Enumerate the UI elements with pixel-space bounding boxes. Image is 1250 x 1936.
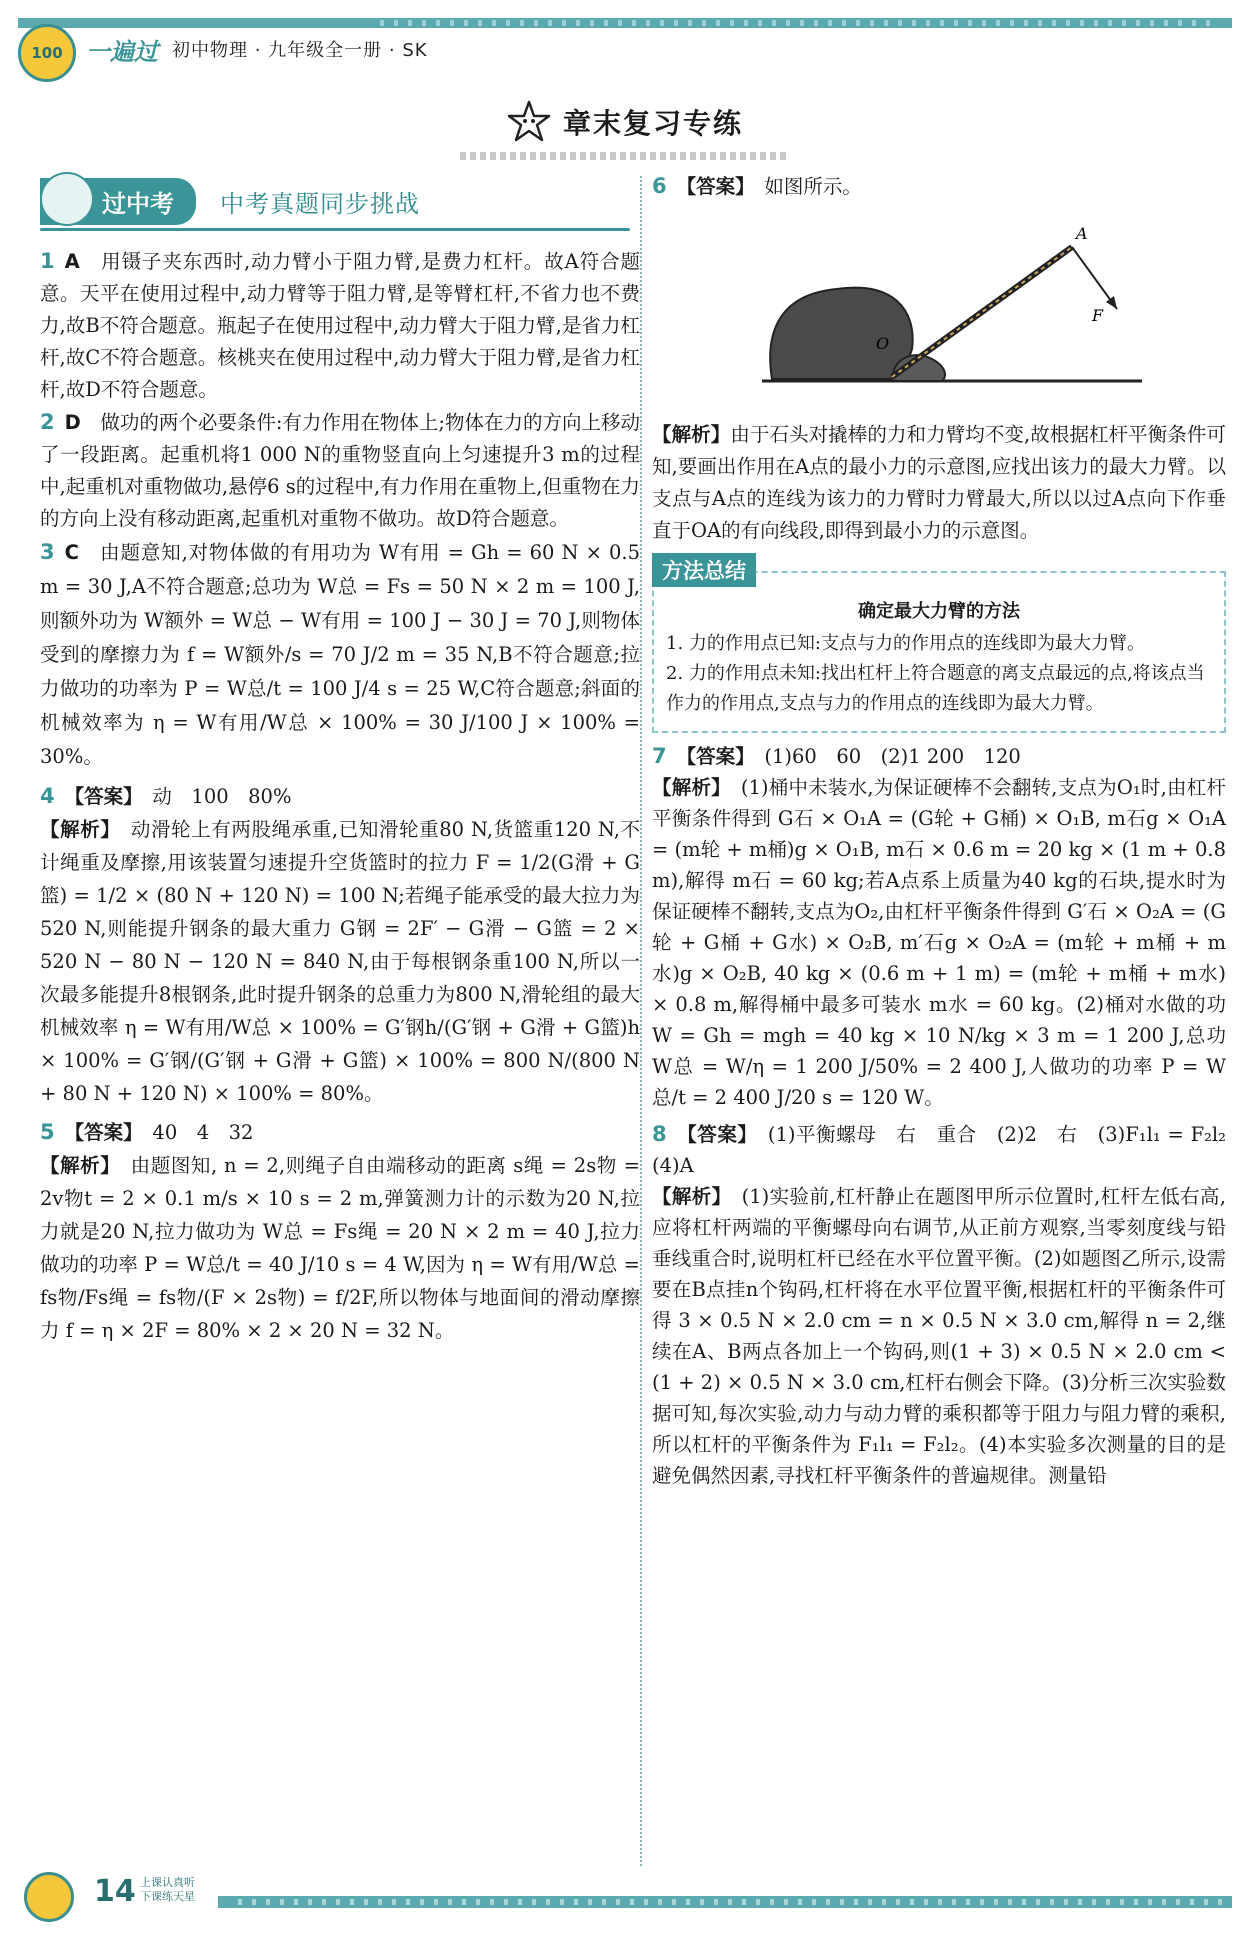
- slogan-line-2: 下课练天星: [140, 1890, 195, 1903]
- method-tag: 方法总结: [652, 553, 756, 587]
- question-explanation: 用镊子夹东西时,动力臂小于阻力臂,是费力杠杆。故A符合题意。天平在使用过程中,动力臂等于阻力臂,是等臂杠杆,不省力也不费力,故B不符合题意。瓶起子在使用过程中,动力臂大于阻力臂,是省力杠杆,故C不符合题意。核桃夹在使用过程中,动力臂大于阻力臂,是省力杠杆,故D不符合题意。: [40, 250, 640, 401]
- chapter-heading: [0, 100, 1250, 160]
- header-brand: [18, 28, 428, 70]
- answer-text: (1)平衡螺母 右 重合 (2)2 右 (3)F₁l₁ = F₂l₂ (4)A: [652, 1123, 1246, 1177]
- star-mascot-icon: [507, 100, 551, 144]
- question-explanation: (1)实验前,杠杆静止在题图甲所示位置时,杠杆左低右高,应将杠杆两端的平衡螺母向右调节,从正前方观察,当零刻度线与铅垂线重合时,说明杠杆已经在水平位置平衡。(2)如题图乙所示,设需要在B点挂n个钩码,杠杆将在水平位置平衡,根据杠杆的平衡条件可得 3 × 0.5 N × 2.0 cm = n × 0.5 N × 3.0 cm,解得 n = 2,继续在A、B两点各加上一个钩码,则(1 + 3) × 0.5 N × 2.0 cm < (1 + 2) × 0.5 N × 3.0 cm,杠杆右侧会下降。(3)分析三次实验数据可知,每次实验,动力与动力臂的乘积都等于阻力与阻力臂的乘积,所以杠杆的平衡条件为 F₁l₁ = F₂l₂。(4)本实验多次测量的目的是避免偶然因素,寻找杠杆平衡条件的普遍规律。测量铅: [652, 1185, 1226, 1487]
- question-explanation: 动滑轮上有两股绳承重,已知滑轮重80 N,货篮重120 N,不计绳重及摩擦,用该装置匀速提升空货篮时的拉力 F = 1/2(G滑 + G篮) = 1/2 × (80 N + 120 N) = 100 N;若绳子能承受的最大拉力为520 N,则能提升钢条的最大重力 G钢 = 2F′ − G滑 − G篮 = 2 × 520 N − 80 N − 120 N = 840 N,由于每根钢条重100 N,所以一次最多能提升8根钢条,此时提升钢条的总重力为800 N,滑轮组的最大机械效率 η = W有用/W总 × 100% = G′钢h/(G′钢 + G滑 + G篮)h × 100% = G′钢/(G′钢 + G滑 + G篮) × 100% = 800 N/(800 N + 80 N + 120 N) × 100% = 80%。: [40, 818, 640, 1105]
- footer-logo-icon: [24, 1872, 74, 1922]
- label-O: O: [876, 334, 890, 353]
- question-8: [652, 1119, 1246, 1491]
- method-title: 确定最大力臂的方法: [858, 601, 1020, 622]
- question-1: [40, 245, 640, 406]
- brand-name: 一遍过: [86, 37, 158, 66]
- question-number: 7: [652, 744, 667, 768]
- label-A: A: [1076, 224, 1088, 243]
- footer-slogan: [140, 1876, 195, 1904]
- question-3: [40, 535, 640, 774]
- question-2: [40, 406, 640, 535]
- book-subtitle: 初中物理 · 九年级全一册 · SK: [172, 40, 428, 61]
- question-7: [652, 741, 1226, 1113]
- page-number: 14: [94, 1874, 136, 1909]
- question-number: 5: [40, 1120, 55, 1144]
- question-number: 6: [652, 174, 667, 198]
- answer-letter: C: [64, 541, 79, 564]
- question-6-analysis: [652, 419, 1226, 547]
- method-line-2: 2. 力的作用点未知:找出杠杆上符合题意的离支点最远的点,将该点当作力的作用点,支点与力的作用点的连线即为最大力臂。: [666, 663, 1205, 714]
- analysis-label: 【解析】: [652, 776, 722, 799]
- slogan-line-1: 上课认真听: [140, 1876, 195, 1889]
- answer-label: 【答案】: [64, 1121, 133, 1144]
- analysis-label: 【解析】: [652, 1185, 722, 1208]
- lever-figure: [742, 209, 1182, 409]
- left-column: [40, 175, 640, 1347]
- question-explanation: 做功的两个必要条件:有力作用在物体上;物体在力的方向上移动了一段距离。起重机将1 000 N的重物竖直向上匀速提升3 m的过程中,起重机对重物做功,悬停6 s的过程中,有力作用在重物上,但重物在力的方向上没有移动距离,起重机对重物不做功。故D符合题意。: [40, 411, 640, 530]
- analysis-label: 【解析】: [40, 818, 111, 841]
- question-number: 1: [40, 249, 55, 273]
- answer-label: 【答案】: [676, 1123, 748, 1146]
- question-explanation: (1)桶中未装水,为保证硬棒不会翻转,支点为O₁时,由杠杆平衡条件得到 G石 × O₁A = (G轮 + G桶) × O₁B, m石g × O₁A = (m轮 + m桶)g × O₁B, m石 × 0.6 m = 20 kg × (1 m + 0.8 m),解得 m石 = 60 kg;若A点系上质量为40 kg的石块,提水时为保证硬棒不翻转,支点为O₂,由杠杆平衡条件得到 G′石 × O₂A = (G轮 + G桶 + G水) × O₂B, m′石g × O₂A = (m轮 + m桶 + m水)g × O₂B, 40 kg × (0.6 m + 1 m) = (m轮 + m桶 + m水) × 0.8 m,解得桶中最多可装水 m水 = 60 kg。(2)桶对水做的功 W = Gh = mgh = 40 kg × 10 N/kg × 3 m = 1 200 J,总功 W总 = W/η = 1 200 J/50% = 2 400 J,人做功的功率 P = W总/t = 2 400 J/20 s = 120 W。: [652, 776, 1226, 1109]
- footer-pattern: [238, 1899, 1228, 1905]
- section-subtitle: 中考真题同步挑战: [220, 189, 420, 218]
- page-footer: [18, 1874, 1232, 1914]
- question-number: 3: [40, 540, 55, 564]
- method-summary-box: [652, 559, 1226, 733]
- method-line-1: 1. 力的作用点已知:支点与力的作用点的连线即为最大力臂。: [666, 633, 1145, 654]
- section-badge-text: 过中考: [102, 189, 174, 218]
- answer-label: 【答案】: [676, 745, 745, 768]
- answer-text: 40 4 32: [152, 1121, 254, 1144]
- top-bar-pattern: [380, 20, 1220, 26]
- label-F: F: [1092, 306, 1104, 325]
- question-number: 8: [652, 1122, 667, 1146]
- mascot-icon: [40, 172, 94, 226]
- section-badge: [40, 178, 196, 225]
- section-underline: [40, 228, 630, 231]
- question-4: [40, 780, 640, 1110]
- column-divider: [640, 176, 642, 1866]
- analysis-label: 【解析】: [40, 1154, 111, 1177]
- answer-text: 如图所示。: [764, 175, 862, 198]
- question-explanation: 由题图知, n = 2,则绳子自由端移动的距离 s绳 = 2s物 = 2v物t = 2 × 0.1 m/s × 10 s = 2 m,弹簧测力计的示数为20 N,拉力就是20 N,拉力做功为 W总 = Fs绳 = 20 N × 2 m = 40 J,拉力做功的功率 P = W总/t = 40 J/10 s = 4 W,因为 η = W有用/W总 = fs物/Fs绳 = fs物/(F × 2s物) = f/2F,所以物体与地面间的滑动摩擦力 f = η × 2F = 80% × 2 × 20 N = 32 N。: [40, 1154, 640, 1342]
- answer-letter: A: [64, 250, 80, 273]
- question-explanation: 由题意知,对物体做的有用功为 W有用 = Gh = 60 N × 0.5 m = 30 J,A不符合题意;总功为 W总 = Fs = 50 N × 2 m = 100 J,则额外功为 W额外 = W总 − W有用 = 100 J − 30 J = 70 J,则物体受到的摩擦力为 f = W额外/s = 70 J/2 m = 35 N,B不符合题意;拉力做功的功率为 P = W总/t = 100 J/4 s = 25 W,C符合题意;斜面的机械效率为 η = W有用/W总 × 100% = 30 J/100 J × 100% = 30%。: [40, 541, 640, 768]
- answer-text: 动 100 80%: [152, 785, 292, 808]
- brand-logo: [18, 24, 76, 82]
- answer-label: 【答案】: [64, 785, 133, 808]
- logo-text: 100: [31, 44, 63, 62]
- question-explanation: 由于石头对撬棒的力和力臂均不变,故根据杠杆平衡条件可知,要画出作用在A点的最小力的示意图,应找出该力的最大力臂。以支点与A点的连线为该力的力臂时力臂最大,所以以过A点向下作垂直于OA的有向线段,即得到最小力的示意图。: [652, 423, 1226, 542]
- chapter-title: 章末复习专练: [562, 107, 743, 140]
- section-header: [40, 175, 640, 227]
- right-column: [652, 170, 1246, 1491]
- question-5: [40, 1116, 640, 1347]
- chapter-ribbon: [460, 152, 790, 160]
- force-arrowhead: [1106, 296, 1117, 309]
- analysis-label: 【解析】: [652, 423, 731, 446]
- question-number: 2: [40, 410, 55, 434]
- answer-label: 【答案】: [676, 175, 745, 198]
- large-rock: [770, 288, 912, 379]
- answer-letter: D: [64, 411, 81, 434]
- answer-text: (1)60 60 (2)1 200 120: [764, 745, 1021, 768]
- question-6: [652, 170, 1226, 203]
- question-number: 4: [40, 784, 55, 808]
